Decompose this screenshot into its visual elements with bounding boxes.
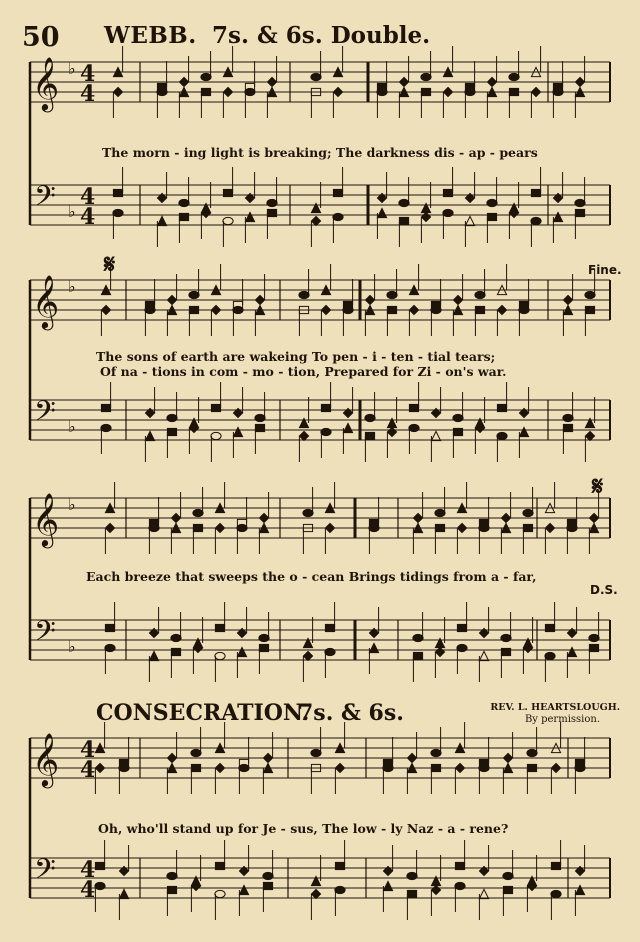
shape-note-round <box>145 306 155 313</box>
time-signature-top: 4 <box>80 184 96 210</box>
shape-note-diamond <box>211 305 220 314</box>
segno-sign-start: 𝄋 <box>104 250 116 280</box>
shape-note-triangle <box>479 889 488 898</box>
shape-note-diamond <box>589 513 598 522</box>
shape-note-round <box>575 199 585 206</box>
shape-note-round <box>455 882 465 889</box>
shape-note-round <box>421 73 431 80</box>
shape-note-square <box>457 624 466 631</box>
time-signature-bottom: 4 <box>80 877 96 903</box>
treble-clef-icon: 𝄞 <box>32 492 60 546</box>
shape-note-square <box>321 404 330 411</box>
shape-note-round <box>413 634 423 641</box>
shape-note-round <box>201 73 211 80</box>
shape-note-square <box>171 648 180 655</box>
shape-note-round <box>167 872 177 879</box>
treble-clef-icon: 𝄞 <box>32 732 60 786</box>
shape-note-diamond <box>263 753 272 762</box>
shape-note-round <box>171 634 181 641</box>
shape-note-diamond <box>421 212 430 221</box>
flat-sign-icon: ♭ <box>68 202 76 221</box>
shape-note-diamond <box>435 647 444 656</box>
shape-note-round <box>149 524 159 531</box>
shape-note-triangle <box>343 423 352 432</box>
shape-note-triangle <box>233 427 242 436</box>
fine-marking: Fine. <box>588 263 622 277</box>
time-signature-top: 4 <box>80 737 96 763</box>
shape-note-round <box>223 217 233 224</box>
lyric-line-2: The sons of earth are wakeing To pen - i - ten - tial tears; <box>96 349 496 364</box>
shape-note-round <box>475 291 485 298</box>
shape-note-diamond <box>171 513 180 522</box>
shape-note-round <box>167 414 177 421</box>
shape-note-triangle <box>239 885 248 894</box>
shape-note-diamond <box>167 753 176 762</box>
flat-sign-icon: ♭ <box>68 417 76 436</box>
shape-note-round <box>465 88 475 95</box>
shape-note-triangle <box>575 885 584 894</box>
hymn-title-consecration: CONSECRATION. <box>96 700 310 726</box>
shape-note-diamond <box>335 763 344 772</box>
shape-note-square <box>413 652 422 659</box>
shape-note-round <box>267 199 277 206</box>
shape-note-diamond <box>431 885 440 894</box>
shape-note-round <box>237 524 247 531</box>
shape-note-square <box>589 644 598 651</box>
shape-note-square <box>223 189 232 196</box>
shape-note-diamond <box>501 513 510 522</box>
shape-note-round <box>343 306 353 313</box>
bass-clef-icon: 𝄢 <box>34 615 56 655</box>
shape-note-square <box>325 624 334 631</box>
shape-note-square <box>191 764 200 771</box>
shape-note-square <box>435 524 444 531</box>
shape-note-diamond <box>531 87 540 96</box>
shape-note-round <box>551 890 561 897</box>
shape-note-round <box>431 749 441 756</box>
shape-note-square <box>387 306 396 313</box>
shape-note-diamond <box>443 87 452 96</box>
shape-note-round <box>321 428 331 435</box>
shape-note-round <box>255 414 265 421</box>
shape-note-round <box>503 872 513 879</box>
shape-note-round <box>479 524 489 531</box>
shape-note-diamond <box>325 523 334 532</box>
shape-note-round <box>105 644 115 651</box>
shape-note-triangle <box>567 647 576 656</box>
treble-clef-icon: 𝄞 <box>32 56 60 110</box>
shape-note-round <box>101 424 111 431</box>
shape-note-round <box>509 73 519 80</box>
shape-note-round <box>387 291 397 298</box>
shape-note-round <box>435 509 445 516</box>
shape-note-diamond <box>453 295 462 304</box>
shape-note-round <box>189 291 199 298</box>
shape-note-square <box>531 189 540 196</box>
shape-note-square <box>575 209 584 216</box>
shape-note-square <box>527 764 536 771</box>
shape-note-square <box>113 189 122 196</box>
shape-note-round <box>233 306 243 313</box>
shape-note-square <box>267 209 276 216</box>
shape-note-round <box>457 644 467 651</box>
hymn-meter-consecration: 7s. & 6s. <box>298 700 404 726</box>
shape-note-diamond <box>255 295 264 304</box>
shape-note-square <box>365 432 374 439</box>
time-signature-bottom: 4 <box>80 757 96 783</box>
shape-note-diamond <box>259 513 268 522</box>
shape-note-diamond <box>585 431 594 440</box>
time-signature-top: 4 <box>80 857 96 883</box>
shape-note-diamond <box>303 651 312 660</box>
shape-note-round <box>553 88 563 95</box>
shape-note-square <box>189 306 198 313</box>
shape-note-round <box>519 306 529 313</box>
hymn-meter-webb: 7s. & 6s. Double. <box>212 22 431 49</box>
shape-note-round <box>377 88 387 95</box>
shape-note-round <box>245 88 255 95</box>
hymn-title-webb: WEBB. <box>104 22 197 49</box>
page-number: 50 <box>22 22 60 53</box>
shape-note-square <box>255 424 264 431</box>
shape-note-triangle <box>383 881 392 890</box>
shape-note-diamond <box>179 77 188 86</box>
shape-note-diamond <box>575 77 584 86</box>
shape-note-triangle <box>149 651 158 660</box>
shape-note-round <box>523 509 533 516</box>
shape-note-round <box>545 652 555 659</box>
shape-note-round <box>191 749 201 756</box>
shape-note-round <box>299 291 309 298</box>
shape-note-diamond <box>563 295 572 304</box>
time-signature-bottom: 4 <box>80 81 96 107</box>
shape-note-square <box>455 862 464 869</box>
shape-note-square <box>179 213 188 220</box>
time-signature-top: 4 <box>80 61 96 87</box>
shape-note-diamond <box>545 523 554 532</box>
shape-note-round <box>95 882 105 889</box>
shape-note-diamond <box>387 427 396 436</box>
lyric-line-3: Of na - tions in com - mo - tion, Prepared for Zi - on's war. <box>100 364 507 379</box>
shape-note-diamond <box>413 513 422 522</box>
shape-note-square <box>431 764 440 771</box>
shape-note-square <box>399 217 408 224</box>
shape-note-round <box>215 890 225 897</box>
shape-note-diamond <box>215 523 224 532</box>
bass-clef-icon: 𝄢 <box>34 395 56 435</box>
shape-note-square <box>211 404 220 411</box>
shape-note-round <box>567 524 577 531</box>
shape-note-triangle <box>465 216 474 225</box>
shape-note-square <box>421 88 430 95</box>
shape-note-round <box>383 764 393 771</box>
shape-note-square <box>523 524 532 531</box>
hymn-author: REV. L. HEARTSLOUGH. <box>490 702 620 713</box>
shape-note-triangle <box>245 212 254 221</box>
shape-note-triangle <box>377 208 386 217</box>
shape-note-round <box>407 872 417 879</box>
bass-clef-icon: 𝄢 <box>34 180 56 220</box>
shape-note-diamond <box>399 77 408 86</box>
shape-note-round <box>563 414 573 421</box>
shape-note-square <box>215 624 224 631</box>
shape-note-square <box>545 624 554 631</box>
shape-note-round <box>527 749 537 756</box>
shape-note-round <box>259 634 269 641</box>
shape-note-round <box>453 414 463 421</box>
shape-note-square <box>105 624 114 631</box>
shape-note-square <box>563 424 572 431</box>
shape-note-square <box>453 428 462 435</box>
shape-note-round <box>335 886 345 893</box>
shape-note-triangle <box>431 431 440 440</box>
shape-note-round <box>157 88 167 95</box>
shape-note-square <box>259 644 268 651</box>
shape-note-diamond <box>455 763 464 772</box>
shape-note-round <box>215 652 225 659</box>
shape-note-square <box>193 524 202 531</box>
shape-note-diamond <box>551 763 560 772</box>
shape-note-diamond <box>101 305 110 314</box>
shape-note-round <box>399 199 409 206</box>
shape-note-round <box>365 414 375 421</box>
shape-note-diamond <box>267 77 276 86</box>
shape-note-square <box>215 862 224 869</box>
shape-note-triangle <box>369 643 378 652</box>
segno-sign-end: 𝄋 <box>592 472 604 502</box>
shape-note-round <box>501 634 511 641</box>
shape-note-round <box>193 509 203 516</box>
shape-note-square <box>475 306 484 313</box>
shape-note-round <box>325 648 335 655</box>
shape-note-round <box>113 209 123 216</box>
shape-note-triangle <box>119 889 128 898</box>
permission-note: By permission. <box>524 714 600 725</box>
shape-note-round <box>497 432 507 439</box>
shape-note-round <box>531 217 541 224</box>
shape-note-square <box>497 404 506 411</box>
shape-note-diamond <box>497 305 506 314</box>
shape-note-round <box>589 634 599 641</box>
shape-note-round <box>443 209 453 216</box>
shape-note-square <box>501 648 510 655</box>
shape-note-diamond <box>365 295 374 304</box>
shape-note-round <box>119 764 129 771</box>
shape-note-triangle <box>553 212 562 221</box>
shape-note-round <box>585 291 595 298</box>
shape-note-round <box>575 764 585 771</box>
shape-note-triangle <box>519 427 528 436</box>
dal-segno-marking: D.S. <box>590 583 618 597</box>
shape-note-square <box>407 890 416 897</box>
shape-note-diamond <box>409 305 418 314</box>
shape-note-diamond <box>503 753 512 762</box>
bass-clef-icon: 𝄢 <box>34 853 56 893</box>
shape-note-diamond <box>113 87 122 96</box>
shape-note-square <box>101 404 110 411</box>
shape-note-round <box>431 306 441 313</box>
shape-note-round <box>303 509 313 516</box>
shape-note-square <box>443 189 452 196</box>
time-signature-bottom: 4 <box>80 204 96 230</box>
shape-note-square <box>551 862 560 869</box>
flat-sign-icon: ♭ <box>68 495 76 514</box>
shape-note-round <box>409 424 419 431</box>
shape-note-diamond <box>215 763 224 772</box>
shape-note-round <box>263 872 273 879</box>
shape-note-round <box>311 73 321 80</box>
shape-note-diamond <box>407 753 416 762</box>
shape-note-round <box>487 199 497 206</box>
shape-note-square <box>263 882 272 889</box>
shape-note-round <box>179 199 189 206</box>
shape-note-triangle <box>145 431 154 440</box>
lyric-line-1: The morn - ing light is breaking; The darkness dis - ap - pears <box>102 145 538 160</box>
shape-note-square <box>585 306 594 313</box>
shape-note-triangle <box>157 216 166 225</box>
shape-note-square <box>509 88 518 95</box>
shape-note-round <box>211 432 221 439</box>
shape-note-diamond <box>311 216 320 225</box>
shape-note-round <box>479 764 489 771</box>
shape-note-diamond <box>457 523 466 532</box>
shape-note-round <box>311 749 321 756</box>
shape-note-triangle <box>237 647 246 656</box>
shape-note-diamond <box>311 889 320 898</box>
shape-note-square <box>95 862 104 869</box>
shape-note-square <box>333 189 342 196</box>
shape-note-triangle <box>479 651 488 660</box>
shape-note-diamond <box>105 523 114 532</box>
shape-note-diamond <box>299 431 308 440</box>
shape-note-square <box>201 88 210 95</box>
shape-note-square <box>167 428 176 435</box>
treble-clef-icon: 𝄞 <box>32 274 60 328</box>
shape-note-diamond <box>333 87 342 96</box>
shape-note-round <box>369 524 379 531</box>
flat-sign-icon: ♭ <box>68 59 76 78</box>
shape-note-diamond <box>95 763 104 772</box>
shape-note-round <box>239 764 249 771</box>
shape-note-square <box>409 404 418 411</box>
shape-note-square <box>487 213 496 220</box>
lyric-line-4: Each breeze that sweeps the o - cean Brings tidings from a - far, <box>86 569 537 584</box>
shape-note-diamond <box>167 295 176 304</box>
shape-note-diamond <box>223 87 232 96</box>
shape-note-square <box>503 886 512 893</box>
shape-note-diamond <box>487 77 496 86</box>
shape-note-square <box>167 886 176 893</box>
lyric-line-consecration: Oh, who'll stand up for Je - sus, The low - ly Naz - a - rene? <box>98 821 509 836</box>
flat-sign-icon: ♭ <box>68 637 76 656</box>
shape-note-square <box>335 862 344 869</box>
shape-note-round <box>333 213 343 220</box>
flat-sign-icon: ♭ <box>68 277 76 296</box>
shape-note-diamond <box>321 305 330 314</box>
